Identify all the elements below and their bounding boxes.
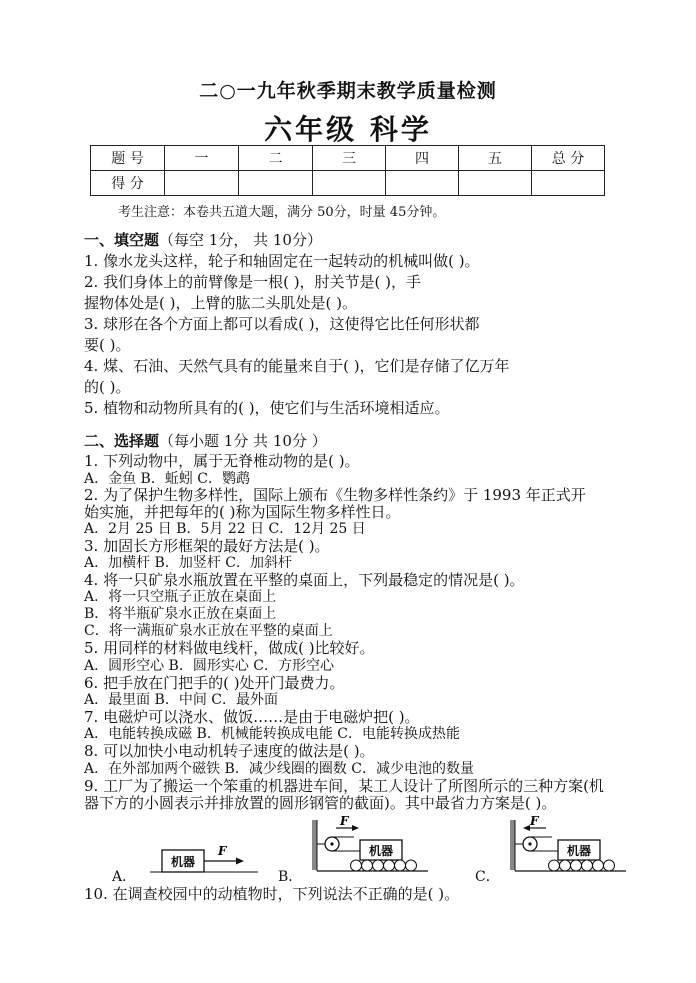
question-line: 5. 用同样的材料做电线杆，做成( )比较好。 (84, 639, 375, 657)
roller-icon (406, 860, 417, 871)
machine-label: 机器 (170, 855, 196, 869)
section2-heading (84, 430, 327, 451)
fill-line: 4. 煤、石油、天然气具有的能量来自于( )，它们是存储了亿万年 (84, 357, 510, 375)
roller-icon (384, 860, 395, 871)
q9-option-b-label: B． (278, 869, 303, 885)
question-line: 9. 工厂为了搬运一个笨重的机器进车间，某工人设计了所图所示的三种方案(机 (84, 777, 604, 795)
section2-note: （每小题 1分 共 10分 ） (159, 432, 327, 450)
fill-line: 要( )。 (84, 336, 131, 354)
fill-line: 的( )。 (84, 378, 131, 396)
score-header-cell: 总 分 (532, 146, 605, 171)
score-header-cell: 四 (386, 146, 459, 171)
roller-icon (560, 860, 571, 871)
question-line: 6. 把手放在门把手的( )处开门最费力。 (84, 674, 345, 692)
section1-heading (84, 229, 322, 250)
force-label: F (218, 844, 227, 858)
question-line: 7. 电磁炉可以浇水、做饭……是由于电磁炉把( )。 (84, 708, 420, 726)
question-line: 8. 可以加快小电动机转子速度的做法是( )。 (84, 742, 375, 760)
option-line: A．加横杆 B．加竖杆 C．加斜杆 (84, 555, 293, 571)
score-entry-cell[interactable] (239, 171, 313, 196)
score-entry-cell[interactable] (386, 171, 459, 196)
section2-title: 二、选择题 (84, 432, 160, 450)
wall (510, 820, 515, 870)
fill-line: 3. 球形在各个方面上都可以看成( )，这使得它比任何形状都 (84, 315, 480, 333)
force-label: F (530, 816, 539, 828)
exam-title: 二○一九年秋季期末教学质量检测 (199, 80, 497, 102)
arrow-head-icon (236, 858, 244, 865)
arrow-head-icon (352, 825, 359, 831)
roller-icon (549, 860, 560, 871)
score-entry-cell[interactable] (459, 171, 532, 196)
force-label: F (340, 816, 349, 828)
option-line: A．2月 25 日 B．5月 22 日 C．12月 25 日 (84, 521, 366, 537)
roller-icon (593, 860, 604, 871)
roller-icon (571, 860, 582, 871)
question-line: 3. 加固长方形框架的最好方法是( )。 (84, 537, 330, 555)
score-entry-cell[interactable] (165, 171, 239, 196)
option-line: A．金鱼 B．蚯蚓 C．鹦鹉 (84, 471, 251, 487)
section1-title: 一、填空题 (84, 231, 160, 249)
question-line: 4. 将一只矿泉水瓶放置在平整的桌面上，下列最稳定的情况是( )。 (84, 571, 525, 589)
roller-icon (351, 860, 362, 871)
option-line: A．圆形空心 B．圆形实心 C．方形空心 (84, 658, 335, 674)
q9-diagram-b (302, 816, 432, 878)
score-header-cell: 一 (165, 146, 239, 171)
option-line: C．将一满瓶矿泉水正放在平整的桌面上 (84, 623, 333, 639)
section1-note: （每空 1分， 共 10分） (159, 231, 322, 249)
exam-notice: 考生注意：本卷共五道大题，满分 50分，时量 45分钟。 (118, 205, 446, 220)
exam-subtitle: 六年级 科学 (264, 113, 432, 146)
question-line: 始实施，并把每年的( )称为国际生物多样性日。 (84, 503, 401, 521)
q9-diagram-a (150, 828, 260, 878)
option-line: B．将半瓶矿泉水正放在桌面上 (84, 606, 277, 622)
option-line: A．最里面 B．中间 C．最外面 (84, 692, 279, 708)
roller-icon (373, 860, 384, 871)
score-value-row (91, 171, 605, 196)
score-header-cell: 五 (459, 146, 532, 171)
q9-option-a-label: A． (112, 869, 137, 885)
fill-line: 握物体处是( )，上臂的肱二头肌处是( )。 (84, 294, 357, 312)
q9-diagram-c (500, 816, 630, 878)
roller-icon (362, 860, 373, 871)
question-line: 1. 下列动物中，属于无脊椎动物的是( )。 (84, 452, 360, 470)
score-header-cell: 三 (313, 146, 386, 171)
question-line: 器下方的小圆表示并排放置的圆形钢管的截面)。其中最省力方案是( )。 (84, 794, 557, 812)
score-table (90, 145, 605, 196)
fill-line: 2. 我们身体上的前臂像是一根( )，肘关节是( )，手 (84, 273, 422, 291)
option-line: A．在外部加两个磁铁 B．减少线圈的圈数 C．减少电池的数量 (84, 761, 475, 777)
fill-line: 5. 植物和动物所具有的( )，使它们与生活环境相适应。 (84, 399, 450, 417)
question-line: 2. 为了保护生物多样性，国际上颁布《生物多样性条约》于 1993 年正式开 (84, 486, 586, 504)
score-header-row (91, 146, 605, 171)
machine-label: 机器 (566, 844, 592, 858)
fill-line: 1. 像水龙头这样，轮子和轴固定在一起转动的机械叫做( )。 (84, 252, 480, 270)
score-header-cell: 题 号 (91, 146, 165, 171)
roller-icon (582, 860, 593, 871)
option-line: A．将一只空瓶子正放在桌面上 (84, 589, 277, 605)
machine-label: 机器 (368, 844, 394, 858)
q9-option-c-label: C． (475, 869, 500, 885)
wall (312, 820, 317, 870)
score-header-cell: 二 (239, 146, 313, 171)
score-entry-cell[interactable] (532, 171, 605, 196)
roller-icon (395, 860, 406, 871)
option-line: A．电能转换成磁 B．机械能转换成电能 C．电能转换成热能 (84, 726, 461, 742)
roller-icon (604, 860, 615, 871)
arrow-head-icon (523, 825, 530, 831)
score-label-cell: 得 分 (91, 171, 165, 196)
score-entry-cell[interactable] (313, 171, 386, 196)
question-line: 10. 在调查校园中的动植物时，下列说法不正确的是( )。 (84, 885, 460, 903)
